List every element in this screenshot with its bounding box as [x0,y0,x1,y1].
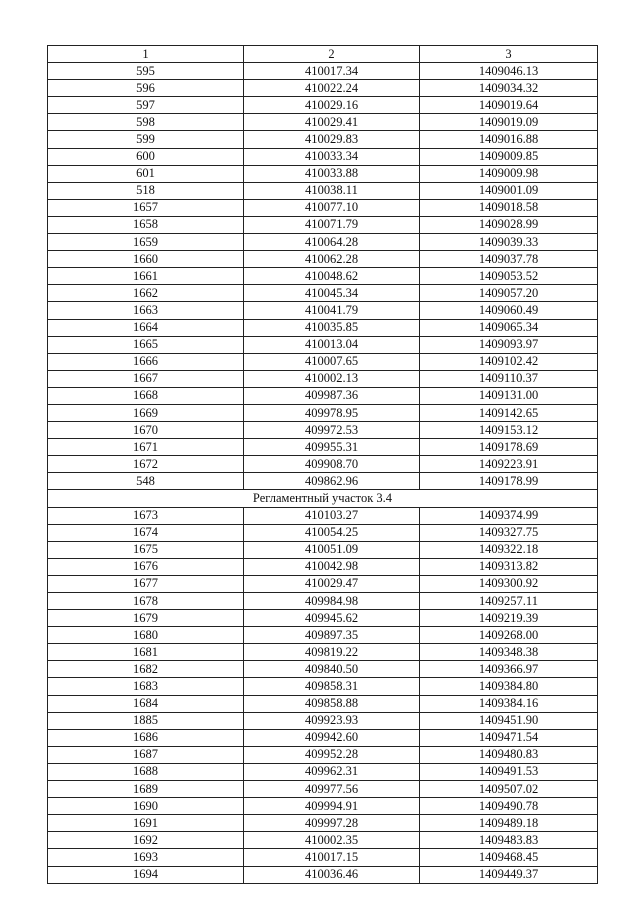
table-row [48,165,598,182]
x-coordinate: 410064.28 [244,234,420,251]
table-row [48,866,598,883]
point-number: 1665 [48,336,244,353]
table-body [48,46,598,884]
x-coordinate: 410041.79 [244,302,420,319]
x-coordinate: 409942.60 [244,729,420,746]
table-row [48,114,598,131]
x-coordinate: 410045.34 [244,285,420,302]
x-coordinate: 410013.04 [244,336,420,353]
point-number: 1679 [48,610,244,627]
y-coordinate: 1409053.52 [420,268,598,285]
x-coordinate: 409952.28 [244,746,420,763]
y-coordinate: 1409348.38 [420,644,598,661]
x-coordinate: 410017.15 [244,849,420,866]
table-row [48,353,598,370]
table-row [48,524,598,541]
y-coordinate: 1409019.09 [420,114,598,131]
y-coordinate: 1409223.91 [420,456,598,473]
point-number: 1689 [48,781,244,798]
x-coordinate: 409972.53 [244,422,420,439]
y-coordinate: 1409471.54 [420,729,598,746]
x-coordinate: 409908.70 [244,456,420,473]
x-coordinate: 409862.96 [244,473,420,490]
table-row [48,473,598,490]
header-col-3: 3 [420,46,598,63]
point-number: 1692 [48,832,244,849]
point-number: 1682 [48,661,244,678]
x-coordinate: 409819.22 [244,644,420,661]
table-row [48,798,598,815]
point-number: 1684 [48,695,244,712]
y-coordinate: 1409489.18 [420,815,598,832]
x-coordinate: 410062.28 [244,251,420,268]
point-number: 1672 [48,456,244,473]
point-number: 1676 [48,558,244,575]
y-coordinate: 1409257.11 [420,593,598,610]
table-row [48,97,598,114]
y-coordinate: 1409037.78 [420,251,598,268]
y-coordinate: 1409093.97 [420,336,598,353]
point-number: 1664 [48,319,244,336]
point-number: 1661 [48,268,244,285]
y-coordinate: 1409065.34 [420,319,598,336]
table-row [48,182,598,199]
table-row [48,456,598,473]
table-row [48,404,598,421]
point-number: 595 [48,63,244,80]
table-row [48,387,598,404]
table-row [48,507,598,524]
table-row [48,302,598,319]
x-coordinate: 409858.31 [244,678,420,695]
y-coordinate: 1409491.53 [420,763,598,780]
table-row [48,712,598,729]
table-row [48,370,598,387]
table-row [48,678,598,695]
y-coordinate: 1409384.16 [420,695,598,712]
x-coordinate: 410017.34 [244,63,420,80]
x-coordinate: 410077.10 [244,199,420,216]
point-number: 1690 [48,798,244,815]
point-number: 1663 [48,302,244,319]
x-coordinate: 409962.31 [244,763,420,780]
y-coordinate: 1409131.00 [420,387,598,404]
point-number: 1686 [48,729,244,746]
y-coordinate: 1409468.45 [420,849,598,866]
table-row [48,644,598,661]
y-coordinate: 1409018.58 [420,199,598,216]
table-row [48,131,598,148]
x-coordinate: 409945.62 [244,610,420,627]
y-coordinate: 1409490.78 [420,798,598,815]
header-col-1: 1 [48,46,244,63]
point-number: 1660 [48,251,244,268]
y-coordinate: 1409009.85 [420,148,598,165]
header-row [48,46,598,63]
x-coordinate: 409984.98 [244,593,420,610]
x-coordinate: 409997.28 [244,815,420,832]
y-coordinate: 1409028.99 [420,216,598,233]
table-row [48,746,598,763]
x-coordinate: 410054.25 [244,524,420,541]
x-coordinate: 409840.50 [244,661,420,678]
y-coordinate: 1409178.99 [420,473,598,490]
table-row [48,593,598,610]
x-coordinate: 409955.31 [244,439,420,456]
x-coordinate: 410029.47 [244,575,420,592]
point-number: 600 [48,148,244,165]
table-row [48,729,598,746]
y-coordinate: 1409019.64 [420,97,598,114]
table-row [48,319,598,336]
table-row [48,610,598,627]
y-coordinate: 1409507.02 [420,781,598,798]
table-row [48,575,598,592]
y-coordinate: 1409142.65 [420,404,598,421]
point-number: 1658 [48,216,244,233]
x-coordinate: 410051.09 [244,541,420,558]
y-coordinate: 1409153.12 [420,422,598,439]
x-coordinate: 410042.98 [244,558,420,575]
point-number: 1687 [48,746,244,763]
x-coordinate: 409923.93 [244,712,420,729]
x-coordinate: 409977.56 [244,781,420,798]
point-number: 1693 [48,849,244,866]
y-coordinate: 1409449.37 [420,866,598,883]
table-row [48,336,598,353]
x-coordinate: 410029.16 [244,97,420,114]
x-coordinate: 409978.95 [244,404,420,421]
point-number: 1657 [48,199,244,216]
table-row [48,148,598,165]
point-number: 1688 [48,763,244,780]
y-coordinate: 1409046.13 [420,63,598,80]
point-number: 1674 [48,524,244,541]
x-coordinate: 410035.85 [244,319,420,336]
table-row [48,251,598,268]
x-coordinate: 409987.36 [244,387,420,404]
x-coordinate: 410038.11 [244,182,420,199]
table-row [48,627,598,644]
y-coordinate: 1409039.33 [420,234,598,251]
x-coordinate: 410007.65 [244,353,420,370]
y-coordinate: 1409327.75 [420,524,598,541]
point-number: 548 [48,473,244,490]
point-number: 1659 [48,234,244,251]
y-coordinate: 1409268.00 [420,627,598,644]
x-coordinate: 410103.27 [244,507,420,524]
section-title: Регламентный участок 3.4 [48,490,598,507]
x-coordinate: 410033.34 [244,148,420,165]
table-row [48,439,598,456]
y-coordinate: 1409060.49 [420,302,598,319]
y-coordinate: 1409016.88 [420,131,598,148]
point-number: 1681 [48,644,244,661]
y-coordinate: 1409313.82 [420,558,598,575]
point-number: 1669 [48,404,244,421]
point-number: 1683 [48,678,244,695]
table-row [48,815,598,832]
point-number: 1671 [48,439,244,456]
table-row [48,781,598,798]
table-row [48,558,598,575]
y-coordinate: 1409001.09 [420,182,598,199]
point-number: 1885 [48,712,244,729]
point-number: 1680 [48,627,244,644]
x-coordinate: 410048.62 [244,268,420,285]
table-row [48,763,598,780]
table-row [48,832,598,849]
x-coordinate: 410033.88 [244,165,420,182]
point-number: 1678 [48,593,244,610]
table-row [48,422,598,439]
table-row [48,661,598,678]
point-number: 597 [48,97,244,114]
y-coordinate: 1409300.92 [420,575,598,592]
x-coordinate: 410022.24 [244,80,420,97]
section-title-row [48,490,598,507]
y-coordinate: 1409057.20 [420,285,598,302]
y-coordinate: 1409451.90 [420,712,598,729]
point-number: 601 [48,165,244,182]
table-row [48,63,598,80]
point-number: 1691 [48,815,244,832]
y-coordinate: 1409384.80 [420,678,598,695]
y-coordinate: 1409322.18 [420,541,598,558]
point-number: 1694 [48,866,244,883]
y-coordinate: 1409009.98 [420,165,598,182]
point-number: 1666 [48,353,244,370]
coordinates-table [47,45,598,884]
x-coordinate: 410029.83 [244,131,420,148]
point-number: 518 [48,182,244,199]
y-coordinate: 1409480.83 [420,746,598,763]
table-row [48,80,598,97]
point-number: 1662 [48,285,244,302]
table-row [48,199,598,216]
table-row [48,234,598,251]
y-coordinate: 1409483.83 [420,832,598,849]
point-number: 596 [48,80,244,97]
x-coordinate: 410036.46 [244,866,420,883]
y-coordinate: 1409034.32 [420,80,598,97]
table-row [48,285,598,302]
table-row [48,849,598,866]
header-col-2: 2 [244,46,420,63]
y-coordinate: 1409178.69 [420,439,598,456]
x-coordinate: 409897.35 [244,627,420,644]
y-coordinate: 1409366.97 [420,661,598,678]
x-coordinate: 410071.79 [244,216,420,233]
x-coordinate: 409994.91 [244,798,420,815]
point-number: 1670 [48,422,244,439]
point-number: 1675 [48,541,244,558]
point-number: 1667 [48,370,244,387]
x-coordinate: 410002.13 [244,370,420,387]
x-coordinate: 409858.88 [244,695,420,712]
table-row [48,268,598,285]
x-coordinate: 410002.35 [244,832,420,849]
table-row [48,216,598,233]
y-coordinate: 1409374.99 [420,507,598,524]
y-coordinate: 1409102.42 [420,353,598,370]
y-coordinate: 1409110.37 [420,370,598,387]
table-row [48,695,598,712]
x-coordinate: 410029.41 [244,114,420,131]
point-number: 598 [48,114,244,131]
point-number: 1668 [48,387,244,404]
table-row [48,541,598,558]
y-coordinate: 1409219.39 [420,610,598,627]
point-number: 1677 [48,575,244,592]
point-number: 599 [48,131,244,148]
point-number: 1673 [48,507,244,524]
